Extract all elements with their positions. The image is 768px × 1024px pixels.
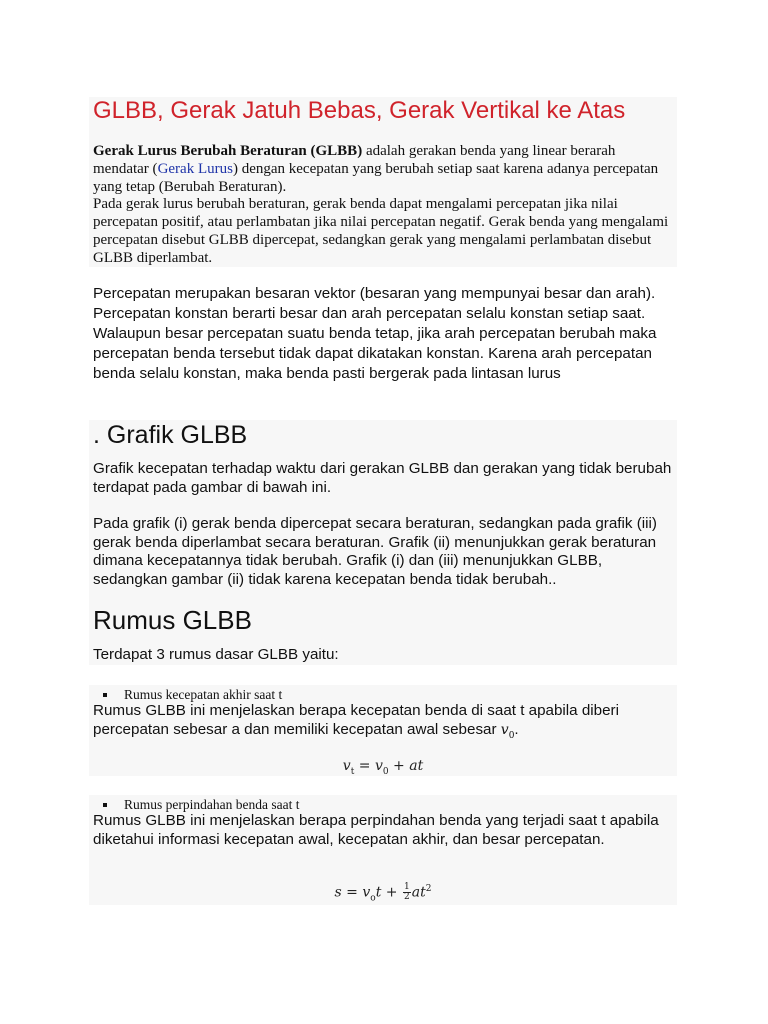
rumus-item-kecepatan [89,685,677,776]
description-end: . [514,721,519,738]
bullet-square-icon [103,693,107,697]
intro-text-part2: ) dengan kecepatan yang berubah setiap saat karena adanya percepatan yang tetap (Berubah Beraturan). [93,160,659,195]
page-title: GLBB, Gerak Jatuh Bebas, Gerak Vertikal ke Atas [93,97,626,124]
bullet-item [103,797,299,812]
inline-math-v0: $v_0$ [500,722,515,741]
intro-section [89,97,677,267]
intro-paragraph [93,143,673,268]
bullet-label: Rumus perpindahan benda saat t [124,797,300,812]
bullet-item [103,687,282,702]
fraction-one-half: $\frac{1}{2}$ [404,882,410,902]
rumus-kecepatan-description [93,701,675,746]
bullet-label: Rumus kecepatan akhir saat t [124,687,283,702]
formula-perpindahan: $s = v_ot$ + $\frac{1}{2}$ $at^2$ [334,882,432,904]
glbb-term: Gerak Lurus Berubah Beraturan (GLBB) [93,143,363,159]
gerak-lurus-link[interactable]: Gerak Lurus [157,160,233,177]
rumus-perpindahan-description: Rumus GLBB ini menjelaskan berapa perpindahan benda yang terjadi saat t apabila diketahui informasi kecepatan awal, kecepatan akhir, dan besar percepatan. [93,812,659,848]
rumus-item-perpindahan [89,795,677,905]
description-text: Rumus GLBB ini menjelaskan berapa kecepatan benda di saat t apabila diberi percepatan sebesar a dan memiliki kecepatan awal sebesar [93,702,619,738]
formula-kecepatan-akhir: $v_t = v_0$ + at [342,758,424,777]
grafik-section [89,420,677,665]
intro-paragraph-2: Pada gerak lurus berubah beraturan, gerak benda dapat mengalami percepatan jika nilai percepatan positif, atau perlambatan jika nilai percepatan negatif. Gerak benda yang mengalami percepatan disebut GLBB dipercepat, sedangkan gerak yang mengalami perlambatan disebut GLBB diperlambat. [93,196,669,266]
intro-text-part1: adalah gerakan benda yang linear berarah mendatar ( [93,143,616,177]
grafik-heading: . Grafik GLBB [93,421,248,449]
grafik-paragraph-1: Grafik kecepatan terhadap waktu dari gerakan GLBB dan gerakan yang tidak berubah terdapat pada gambar di bawah ini. [93,460,672,496]
rumus-heading: Rumus GLBB [93,605,252,635]
bullet-square-icon [103,803,107,807]
percepatan-paragraph: Percepatan merupakan besaran vektor (besaran yang mempunyai besar dan arah). Percepatan konstan berarti besar dan arah percepatan selalu konstan setiap saat. Walaupun besar percepatan suatu benda tetap, jika arah percepatan berubah maka percepatan benda tersebut tidak dapat dikatakan konstan. Karena arah percepatan benda selalu konstan, maka benda pasti bergerak pada lintasan lurus [93,285,657,382]
grafik-paragraph-2: Pada grafik (i) gerak benda dipercepat secara beraturan, sedangkan pada grafik (iii) gerak benda diperlambat secara beraturan. Grafik (ii) menunjukkan gerak beraturan dimana kecepatannya tidak berubah. Grafik (i) dan (iii) menunjukkan GLBB, sedangkan gambar (ii) tidak karena kecepatan benda tidak berubah.. [93,515,657,588]
rumus-intro: Terdapat 3 rumus dasar GLBB yaitu: [93,646,339,663]
